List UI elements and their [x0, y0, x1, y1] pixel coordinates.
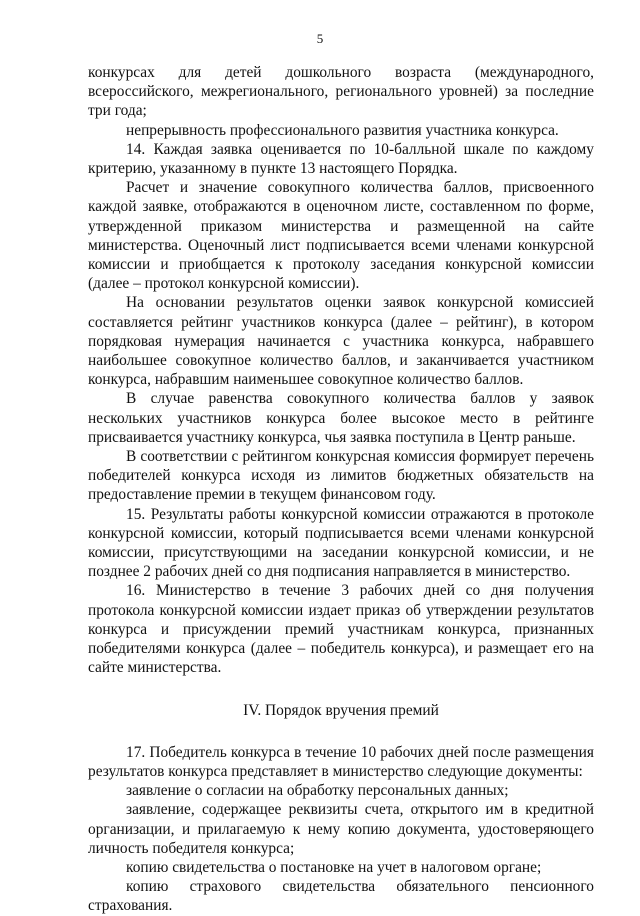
- paragraph: Расчет и значение совокупного количества баллов, присвоенного каждой заявке, отображаются в оценочном листе, составленном по форме, утвержденной приказом министерства и размещенной на сайте министерства. Оценочный лист подписывается всеми членами конкурсной комиссии и приобщается к протоколу заседания конкурсной комиссии (далее – протокол конкурсной комиссии).: [88, 179, 594, 293]
- paragraph: На основании результатов оценки заявок конкурсной комиссией составляется рейтинг участников конкурса (далее – рейтинг), в котором порядковая нумерация начинается с участника конкурса, набравшего наибольшее совокупное количество баллов, и заканчивается участником конкурса, набравшим наименьшее совокупное количество баллов.: [88, 294, 594, 389]
- document-body: [88, 63, 594, 916]
- paragraph: непрерывность профессионального развития участника конкурса.: [126, 121, 559, 139]
- paragraph-clause-15: 15. Результаты работы конкурсной комиссии отражаются в протоколе конкурсной комиссии, который подписывается всеми членами конкурсной комиссии, присутствующими на заседании конкурсной комиссии, и не позднее 2 рабочих дней со дня подписания направляется в министерство.: [88, 505, 594, 581]
- section-heading: IV. Порядок вручения премий: [243, 701, 439, 719]
- paragraph-clause-16: 16. Министерство в течение 3 рабочих дней со дня получения протокола конкурсной комиссии издает приказ об утверждении результатов конкурса и присуждении премий участникам конкурса, признанных победителями конкурса (далее – победитель конкурса), и размещает его на сайте министерства.: [88, 582, 594, 677]
- paragraph-clause-17: 17. Победитель конкурса в течение 10 рабочих дней после размещения результатов конкурса представляет в министерство следующие документы:: [88, 743, 594, 780]
- paragraph: копию страхового свидетельства обязательного пенсионного страхования.: [88, 878, 594, 915]
- paragraph: В соответствии с рейтингом конкурсная комиссия формирует перечень победителей конкурса исходя из лимитов бюджетных обязательств на предоставление премии в текущем финансовом году.: [88, 448, 594, 504]
- page-number: 5: [316, 31, 324, 46]
- paragraph: заявление о согласии на обработку персональных данных;: [126, 782, 509, 800]
- paragraph: В случае равенства совокупного количества баллов у заявок нескольких участников конкурса более высокое место в рейтинге присваивается участнику конкурса, чья заявка поступила в Центр раньше.: [88, 390, 594, 446]
- paragraph: копию свидетельства о постановке на учет в налоговом органе;: [126, 858, 542, 876]
- paragraph-continuation: конкурсах для детей дошкольного возраста (международного, всероссийского, межрегионального, регионального уровней) за последние три года;: [88, 64, 594, 120]
- paragraph-clause-14: 14. Каждая заявка оценивается по 10-балльной шкале по каждому критерию, указанному в пункте 13 настоящего Порядка.: [88, 140, 594, 178]
- paragraph: заявление, содержащее реквизиты счета, открытого им в кредитной организации, и прилагаемую к нему копию документа, удостоверяющего личность победителя конкурса;: [88, 801, 594, 857]
